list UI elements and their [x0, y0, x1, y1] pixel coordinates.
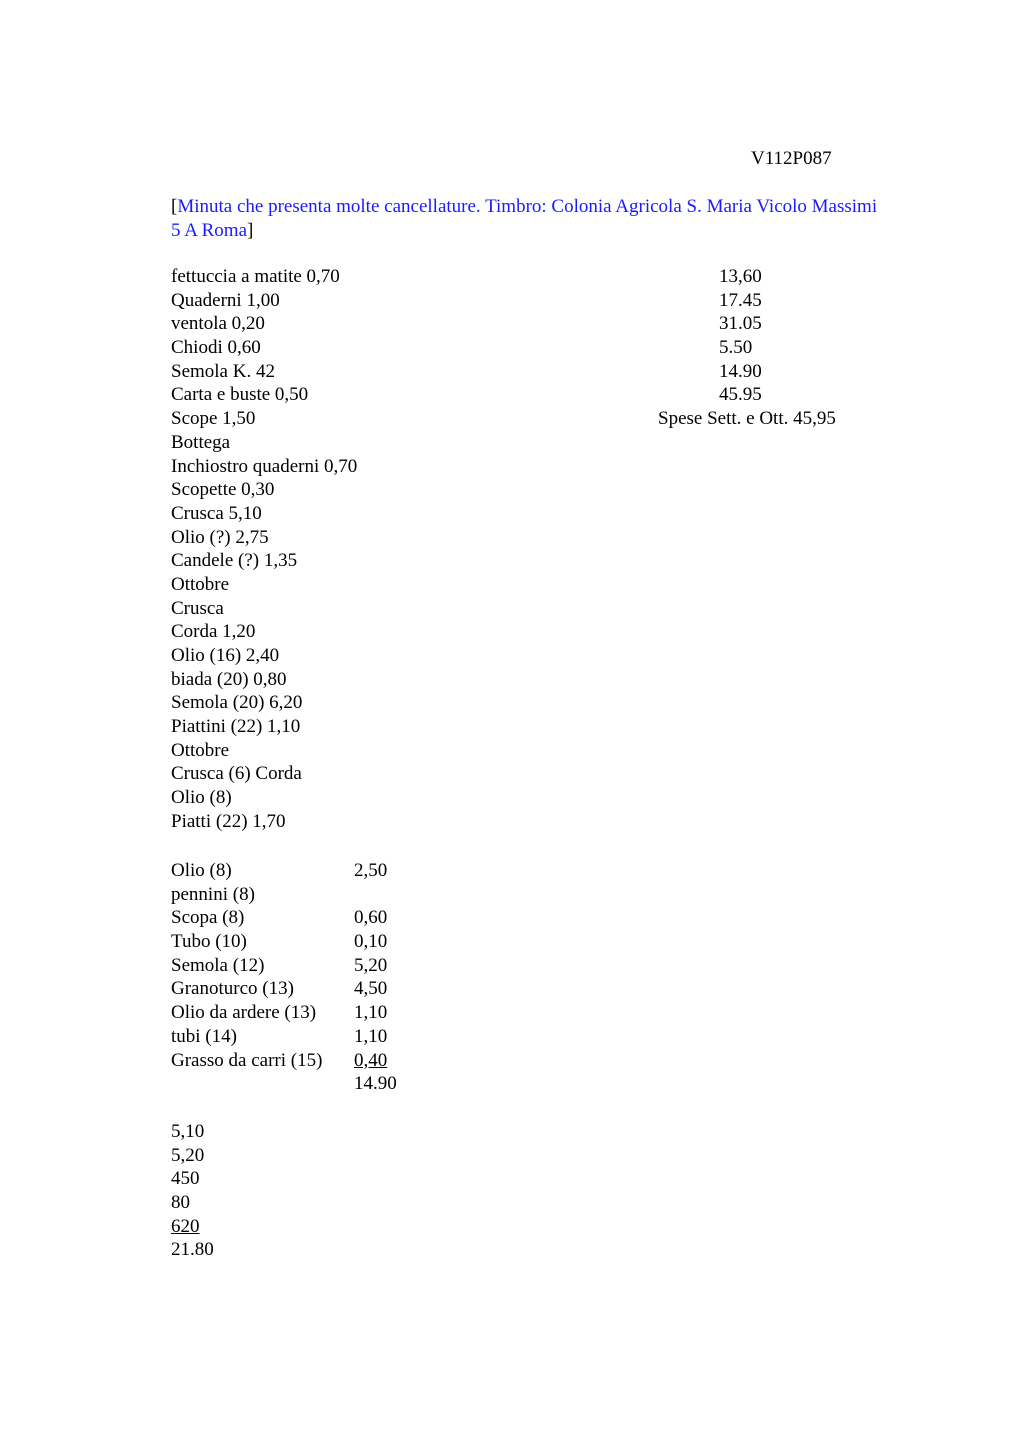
list-item: Scopette 0,30 — [171, 479, 275, 501]
table-amount: 0,40 — [354, 1049, 388, 1071]
table-row — [171, 930, 397, 954]
sum-value: 5,10 — [171, 1121, 205, 1142]
table-amount: 5,20 — [354, 954, 388, 976]
table-row — [171, 906, 397, 930]
list-item: fettuccia a matite 0,70 — [171, 266, 340, 287]
table-amount: 2,50 — [354, 860, 388, 881]
table-row — [171, 859, 397, 883]
list-item: Scope 1,50 — [171, 408, 256, 430]
list-item: Crusca — [171, 597, 224, 619]
total-value: 14.90 — [719, 360, 762, 382]
list-item: Ottobre — [171, 739, 230, 761]
total-value: 17.45 — [719, 289, 762, 311]
table-amount: 1,10 — [354, 1002, 388, 1024]
list-item: Corda 1,20 — [171, 621, 256, 643]
table-item: Semola (12) — [171, 954, 265, 976]
table-item: Olio (8) — [171, 860, 232, 881]
list-item: Crusca 5,10 — [171, 502, 262, 524]
list-item: Piattini (22) 1,10 — [171, 716, 301, 738]
list-item: Inchiostro quaderni 0,70 — [171, 455, 358, 477]
table-amount: 1,10 — [354, 1025, 388, 1047]
table-amount: 0,60 — [354, 907, 388, 929]
list-item: Piatti (22) 1,70 — [171, 810, 286, 832]
sum-value-underlined: 620 — [171, 1215, 200, 1237]
sum-value: 80 — [171, 1192, 190, 1214]
table-item: Olio da ardere (13) — [171, 1002, 317, 1024]
sum-value: 450 — [171, 1168, 200, 1190]
total-value: 31.05 — [719, 313, 762, 335]
document-id: V112P087 — [751, 148, 832, 169]
list-item: Bottega — [171, 431, 231, 453]
table-row — [171, 954, 397, 978]
table-item: Scopa (8) — [171, 907, 245, 929]
list-item: Chiodi 0,60 — [171, 337, 261, 359]
table-item: Granoturco (13) — [171, 978, 294, 1000]
table-total-row — [171, 1072, 397, 1096]
totals-list-right — [719, 265, 762, 407]
expense-table — [171, 859, 397, 1096]
list-item: Olio (8) — [171, 787, 232, 809]
table-item: tubi (14) — [171, 1025, 237, 1047]
list-item: ventola 0,20 — [171, 313, 265, 335]
list-item: Ottobre — [171, 573, 230, 595]
table-row — [171, 1001, 397, 1025]
sum-value: 5,20 — [171, 1144, 205, 1166]
spese-summary: Spese Sett. e Ott. 45,95 — [658, 408, 836, 429]
list-item: Semola (20) 6,20 — [171, 692, 303, 714]
note-text: Minuta che presenta molte cancellature. Timbro: Colonia Agricola S. Maria Vicolo Massimi 5 A Roma — [171, 196, 878, 241]
note-open-bracket: [ — [171, 196, 178, 217]
total-value: 5.50 — [719, 337, 753, 359]
table-amount: 0,10 — [354, 931, 388, 953]
table-row — [171, 1025, 397, 1049]
editorial-note — [171, 195, 891, 242]
sum-value — [171, 1215, 214, 1239]
table-amount: 4,50 — [354, 978, 388, 1000]
list-item: Semola K. 42 — [171, 360, 275, 382]
bottom-sum-list — [171, 1120, 214, 1262]
note-close-bracket: ] — [247, 219, 254, 241]
table-item: pennini (8) — [171, 883, 255, 905]
expense-list-left — [171, 265, 357, 834]
table-total: 14.90 — [354, 1073, 397, 1095]
sum-total: 21.80 — [171, 1239, 214, 1261]
table-row — [171, 977, 397, 1001]
total-value: 45.95 — [719, 384, 762, 406]
list-item: Crusca (6) Corda — [171, 763, 302, 785]
list-item: Olio (?) 2,75 — [171, 526, 269, 548]
table-row — [171, 1049, 397, 1073]
table-item: Grasso da carri (15) — [171, 1049, 323, 1071]
table-row — [171, 883, 397, 907]
table-total-spacer — [171, 1072, 354, 1096]
table-item: Tubo (10) — [171, 931, 247, 953]
list-item: biada (20) 0,80 — [171, 668, 287, 690]
list-item: Candele (?) 1,35 — [171, 550, 298, 572]
list-item: Carta e buste 0,50 — [171, 384, 309, 406]
list-item: Olio (16) 2,40 — [171, 645, 280, 666]
list-item: Quaderni 1,00 — [171, 289, 280, 311]
total-value: 13,60 — [719, 266, 762, 287]
